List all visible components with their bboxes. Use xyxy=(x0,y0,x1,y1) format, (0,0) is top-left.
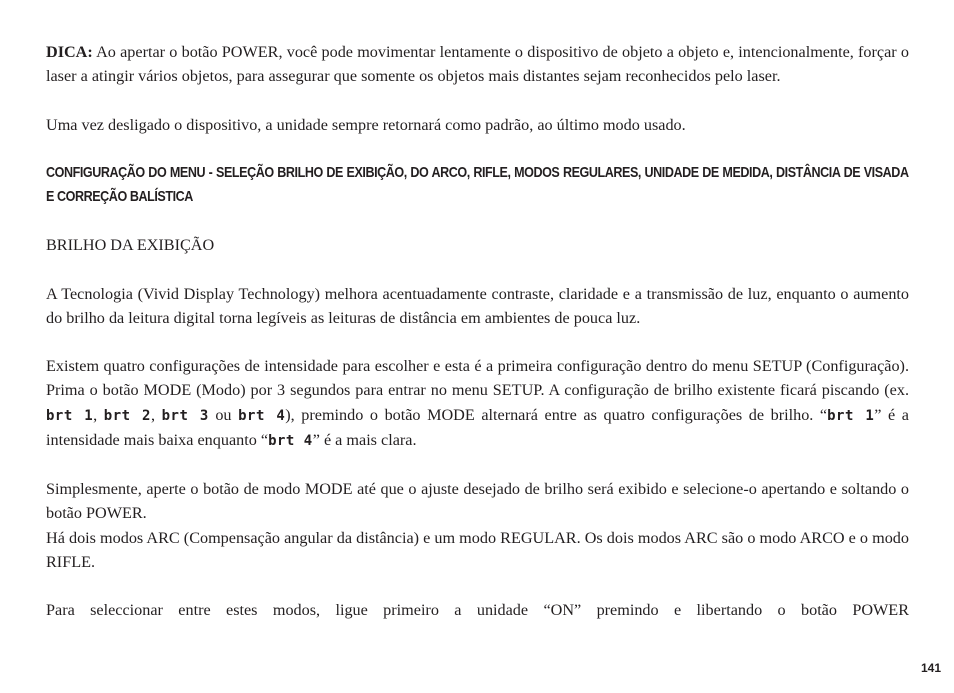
lcd-brt-1: brt 1 xyxy=(46,407,94,424)
settings-text-4: ” é a mais clara. xyxy=(312,430,417,449)
default-mode-paragraph: Uma vez desligado o dispositivo, a unidade sempre retornará como padrão, ao último modo usado. xyxy=(46,115,686,134)
settings-text-1: Existem quatro configurações de intensidade para escolher e esta é a primeira configuração dentro do menu SETUP (Configuração). Prima o botão MODE (Modo) por 3 segundos para entrar no menu SETUP. A configuração de brilho existente ficará piscando (ex. xyxy=(46,357,909,400)
settings-text-3: ” é a intensidade mais baixa enquanto “ xyxy=(46,405,909,449)
lcd-brt-2: brt 2 xyxy=(103,407,151,424)
separator: , xyxy=(93,405,104,424)
spacer xyxy=(46,88,909,112)
lcd-brt-4: brt 4 xyxy=(238,407,286,424)
subheading: BRILHO DA EXIBIÇÃO xyxy=(46,236,215,255)
settings-text-2: ), premindo o botão MODE alternará entre as quatro configurações de brilho. “ xyxy=(285,405,828,424)
page-content xyxy=(46,40,909,622)
spacer xyxy=(46,257,909,281)
tip-paragraph xyxy=(46,40,909,88)
tip-label: DICA: xyxy=(46,43,93,61)
spacer xyxy=(46,209,909,233)
tip-text: Ao apertar o botão POWER, você pode movimentar lentamente o dispositivo de objeto a objeto e, intencionalmente, forçar o laser a atingir vários objetos, para assegurar que somente os objetos mais distantes sejam reconhecidos pelo laser. xyxy=(46,43,909,86)
spacer xyxy=(46,137,909,161)
choose-mode-paragraph: Para seleccionar entre estes modos, ligue primeiro a unidade “ON” premindo e libertando o botão POWER xyxy=(46,601,909,620)
lcd-brt-1-lowest: brt 1 xyxy=(827,407,875,424)
page-number: 141 xyxy=(920,661,941,675)
spacer xyxy=(46,330,909,354)
spacer xyxy=(46,574,909,598)
separator: , xyxy=(150,405,162,424)
lcd-brt-3: brt 3 xyxy=(161,407,209,424)
section-heading: CONFIGURAÇÃO DO MENU - SELEÇÃO BRILHO DE EXIBIÇÃO, DO ARCO, RIFLE, MODOS REGULARES, UNIDADE DE MEDIDA, DISTÂNCIA DE VISADA E CORREÇÃO BALÍSTICA xyxy=(46,164,909,205)
separator: ou xyxy=(208,405,239,424)
select-brightness-paragraph: Simplesmente, aperte o botão de modo MODE até que o ajuste desejado de brilho será exibido e selecione-o apertando e soltando o botão POWER. xyxy=(46,480,909,523)
spacer xyxy=(46,453,909,477)
arc-modes-paragraph: Há dois modos ARC (Compensação angular da distância) e um modo REGULAR. Os dois modos ARC são o modo ARCO e o modo RIFLE. xyxy=(46,528,909,571)
brightness-settings-paragraph xyxy=(46,354,909,453)
lcd-brt-4-brightest: brt 4 xyxy=(268,432,313,449)
section-heading-wrap xyxy=(46,161,909,209)
vivid-display-paragraph: A Tecnologia (Vivid Display Technology) melhora acentuadamente contraste, claridade e a transmissão de luz, enquanto o aumento do brilho da leitura digital torna legíveis as leituras de distância em ambientes de pouca luz. xyxy=(46,284,909,327)
